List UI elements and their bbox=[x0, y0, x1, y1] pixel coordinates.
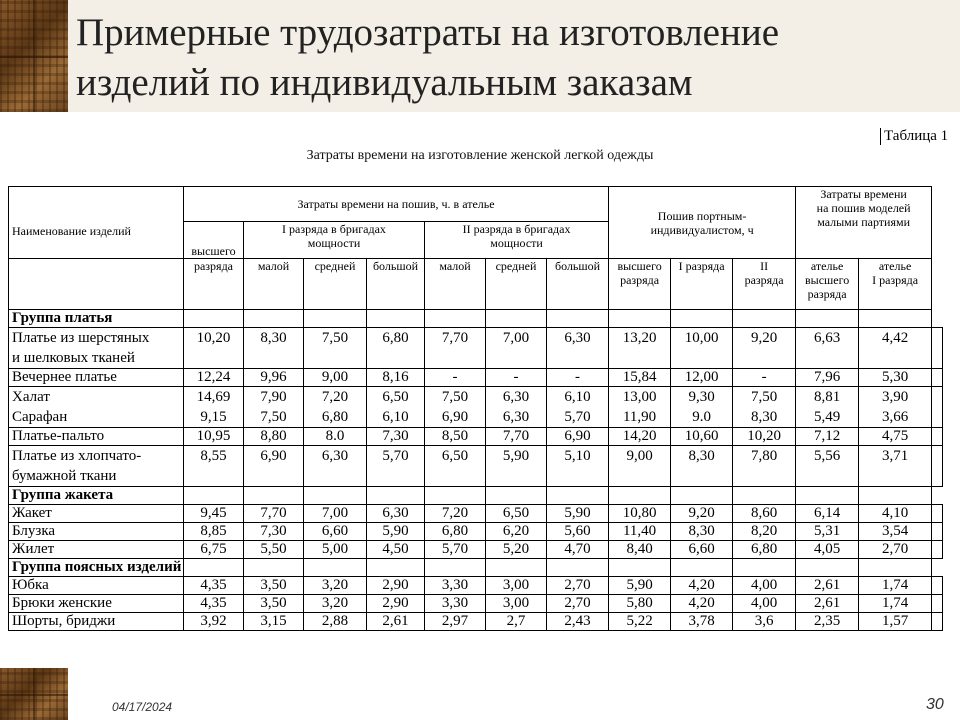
value-cell: 2,61 bbox=[367, 613, 425, 631]
header-tailor-highest: высшего разряда bbox=[609, 259, 671, 310]
value-cell: 7,70 bbox=[425, 328, 486, 369]
table-row bbox=[9, 369, 943, 387]
value-cell: 2,88 bbox=[304, 613, 367, 631]
value-cell: 3,54 bbox=[859, 523, 932, 541]
value-cell: 5,60 bbox=[547, 523, 609, 541]
value-cell: 1,74 bbox=[859, 577, 932, 595]
header-highest-grade: высшего bbox=[184, 222, 244, 259]
empty-cell bbox=[932, 446, 943, 487]
table-row bbox=[9, 446, 943, 487]
value-cell: - bbox=[547, 369, 609, 387]
value-cell: 9,00 bbox=[304, 369, 367, 387]
value-cell: 9,20 bbox=[671, 505, 733, 523]
value-cell: 14,69 9,15 bbox=[184, 387, 244, 428]
value-cell: 6,30 bbox=[367, 505, 425, 523]
value-cell: 6,60 bbox=[671, 541, 733, 559]
value-cell: 7,20 6,80 bbox=[304, 387, 367, 428]
value-cell: 5,30 bbox=[859, 369, 932, 387]
value-cell: 7,70 bbox=[486, 428, 547, 446]
value-cell: 6,63 bbox=[796, 328, 859, 369]
value-cell: 7,80 bbox=[733, 446, 796, 487]
value-cell: 4,00 bbox=[733, 577, 796, 595]
value-cell: 8,50 bbox=[425, 428, 486, 446]
header-tailor-second: II разряда bbox=[733, 259, 796, 310]
value-cell: 6,80 bbox=[425, 523, 486, 541]
value-cell: 4,05 bbox=[796, 541, 859, 559]
wood-texture-decoration-bottom bbox=[0, 668, 68, 720]
empty-cell bbox=[932, 428, 943, 446]
slide-page-number: 30 bbox=[926, 696, 944, 713]
value-cell: 3,92 bbox=[184, 613, 244, 631]
row-name: Вечернее платье bbox=[9, 369, 184, 387]
row-name: Шорты, бриджи bbox=[9, 613, 184, 631]
value-cell: 5,10 bbox=[547, 446, 609, 487]
empty-cell bbox=[932, 369, 943, 387]
value-cell: 5,90 bbox=[367, 523, 425, 541]
value-cell: 10,00 bbox=[671, 328, 733, 369]
value-cell: 5,70 bbox=[425, 541, 486, 559]
value-cell: 2,61 bbox=[796, 577, 859, 595]
value-cell: 5,22 bbox=[609, 613, 671, 631]
value-cell: 6,90 bbox=[547, 428, 609, 446]
value-cell: 2,70 bbox=[547, 595, 609, 613]
value-cell: 9,20 bbox=[733, 328, 796, 369]
value-cell: 5,80 bbox=[609, 595, 671, 613]
value-cell: 7,20 bbox=[425, 505, 486, 523]
value-cell: 4,75 bbox=[859, 428, 932, 446]
value-cell: 6,60 bbox=[304, 523, 367, 541]
value-cell: 8,60 bbox=[733, 505, 796, 523]
value-cell: 6,50 bbox=[425, 446, 486, 487]
wood-texture-decoration bbox=[0, 0, 68, 112]
value-cell: 10,60 bbox=[671, 428, 733, 446]
value-cell: 2,97 bbox=[425, 613, 486, 631]
row-name: Жилет bbox=[9, 541, 184, 559]
empty-cell bbox=[932, 541, 943, 559]
value-cell: 2,70 bbox=[547, 577, 609, 595]
slide-title bbox=[76, 8, 956, 108]
value-cell: 2,7 bbox=[486, 613, 547, 631]
value-cell: 3,50 bbox=[244, 577, 304, 595]
value-cell: 3,00 bbox=[486, 577, 547, 595]
value-cell: 7,12 bbox=[796, 428, 859, 446]
value-cell: 2,70 bbox=[859, 541, 932, 559]
value-cell: 4,35 bbox=[184, 577, 244, 595]
value-cell: 11,40 bbox=[609, 523, 671, 541]
header-medium-1: средней bbox=[304, 259, 367, 310]
table-row bbox=[9, 595, 943, 613]
group-waist: Группа поясных изделий bbox=[9, 559, 184, 577]
table-row bbox=[9, 523, 943, 541]
value-cell: 8,80 bbox=[244, 428, 304, 446]
value-cell: 7,50 8,30 bbox=[733, 387, 796, 428]
value-cell: 8,30 bbox=[671, 523, 733, 541]
value-cell: 7,30 bbox=[367, 428, 425, 446]
value-cell: 5,50 bbox=[244, 541, 304, 559]
table-row bbox=[9, 541, 943, 559]
header-row-1 bbox=[9, 187, 943, 222]
value-cell: 3,6 bbox=[733, 613, 796, 631]
value-cell: 3,30 bbox=[425, 595, 486, 613]
row-name: Брюки женские bbox=[9, 595, 184, 613]
value-cell: 6,90 bbox=[244, 446, 304, 487]
row-name: Блузка bbox=[9, 523, 184, 541]
value-cell: 4,35 bbox=[184, 595, 244, 613]
value-cell: 4,50 bbox=[367, 541, 425, 559]
table-row bbox=[9, 577, 943, 595]
value-cell: 7,00 bbox=[486, 328, 547, 369]
header-large-1: большой bbox=[367, 259, 425, 310]
value-cell: 7,00 bbox=[304, 505, 367, 523]
value-cell: 6,80 bbox=[367, 328, 425, 369]
value-cell: 9,30 9.0 bbox=[671, 387, 733, 428]
value-cell: 8.0 bbox=[304, 428, 367, 446]
value-cell: 10,20 bbox=[184, 328, 244, 369]
value-cell: 6,30 bbox=[304, 446, 367, 487]
header-tailor-group: Пошив портным- индивидуалистом, ч bbox=[609, 187, 796, 259]
value-cell: 10,95 bbox=[184, 428, 244, 446]
header-tailor-first: I разряда bbox=[671, 259, 733, 310]
header-small-1: малой bbox=[244, 259, 304, 310]
value-cell: 3,20 bbox=[304, 577, 367, 595]
value-cell: 5,00 bbox=[304, 541, 367, 559]
empty-cell bbox=[932, 328, 943, 369]
header-small-2: малой bbox=[425, 259, 486, 310]
value-cell: - bbox=[733, 369, 796, 387]
header-medium-2: средней bbox=[486, 259, 547, 310]
value-cell: 2,90 bbox=[367, 595, 425, 613]
slide-date: 04/17/2024 bbox=[112, 700, 173, 714]
value-cell: 4,00 bbox=[733, 595, 796, 613]
value-cell: 7,30 bbox=[244, 523, 304, 541]
empty-cell bbox=[932, 613, 943, 631]
header-highest-grade-cont: разряда bbox=[184, 259, 244, 310]
header-empty bbox=[9, 259, 184, 310]
value-cell: 3,15 bbox=[244, 613, 304, 631]
value-cell: 7,50 bbox=[304, 328, 367, 369]
slide-title-line2: изделий по индивидуальным заказам bbox=[76, 61, 693, 104]
value-cell: 10,80 bbox=[609, 505, 671, 523]
header-small-first: ателье I разряда bbox=[859, 259, 932, 310]
value-cell: 5,20 bbox=[486, 541, 547, 559]
value-cell: 6,30 bbox=[547, 328, 609, 369]
value-cell: 5,90 bbox=[547, 505, 609, 523]
header-atelier-group: Затраты времени на пошив, ч. в ателье bbox=[184, 187, 609, 222]
table-caption: Затраты времени на изготовление женской легкой одежды bbox=[306, 148, 654, 163]
value-cell: 5,90 bbox=[609, 577, 671, 595]
value-cell: 7,70 bbox=[244, 505, 304, 523]
value-cell: 6,50 6,10 bbox=[367, 387, 425, 428]
value-cell: 7,50 6,90 bbox=[425, 387, 486, 428]
value-cell: - bbox=[486, 369, 547, 387]
value-cell: 6,20 bbox=[486, 523, 547, 541]
value-cell: 8,55 bbox=[184, 446, 244, 487]
value-cell: 9,96 bbox=[244, 369, 304, 387]
empty-cell bbox=[932, 523, 943, 541]
value-cell: 6,10 5,70 bbox=[547, 387, 609, 428]
value-cell: 5,31 bbox=[796, 523, 859, 541]
value-cell: 3,20 bbox=[304, 595, 367, 613]
value-cell: 6,50 bbox=[486, 505, 547, 523]
empty-cell bbox=[932, 595, 943, 613]
header-small-batch-group: Затраты времени на пошив моделей малыми партиями bbox=[796, 187, 932, 259]
table-row bbox=[9, 505, 943, 523]
value-cell: 3,90 3,66 bbox=[859, 387, 932, 428]
row-name: Платье из хлопчато- бумажной ткани bbox=[9, 446, 184, 487]
value-cell: 8,20 bbox=[733, 523, 796, 541]
value-cell: 3,50 bbox=[244, 595, 304, 613]
value-cell: 8,30 bbox=[671, 446, 733, 487]
value-cell: 4,70 bbox=[547, 541, 609, 559]
row-name: Платье из шерстяных и шелковых тканей bbox=[9, 328, 184, 369]
value-cell: 3,71 bbox=[859, 446, 932, 487]
value-cell: 6,80 bbox=[733, 541, 796, 559]
header-brigade-first: I разряда в бригадах мощности bbox=[244, 222, 425, 259]
row-name: Юбка bbox=[9, 577, 184, 595]
value-cell: 8,16 bbox=[367, 369, 425, 387]
value-cell: 8,81 5,49 bbox=[796, 387, 859, 428]
slide-title-line1: Примерные трудозатраты на изготовление bbox=[76, 11, 780, 54]
value-cell: 1,74 bbox=[859, 595, 932, 613]
header-row-3 bbox=[9, 259, 943, 310]
header-brigade-second: II разряда в бригадах мощности bbox=[425, 222, 609, 259]
value-cell: 12,00 bbox=[671, 369, 733, 387]
value-cell: 8,85 bbox=[184, 523, 244, 541]
value-cell: - bbox=[425, 369, 486, 387]
row-name: Халат Сарафан bbox=[9, 387, 184, 428]
group-row bbox=[9, 559, 943, 577]
value-cell: 6,30 6,30 bbox=[486, 387, 547, 428]
value-cell: 1,57 bbox=[859, 613, 932, 631]
value-cell: 3,00 bbox=[486, 595, 547, 613]
empty-cell bbox=[932, 577, 943, 595]
table-row bbox=[9, 613, 943, 631]
table-number-label: Таблица 1 bbox=[880, 128, 948, 145]
value-cell: 9,45 bbox=[184, 505, 244, 523]
table-row bbox=[9, 428, 943, 446]
header-small-highest: ателье высшего разряда bbox=[796, 259, 859, 310]
row-name: Платье-пальто bbox=[9, 428, 184, 446]
value-cell: 2,61 bbox=[796, 595, 859, 613]
value-cell: 9,00 bbox=[609, 446, 671, 487]
value-cell: 6,14 bbox=[796, 505, 859, 523]
value-cell: 8,30 bbox=[244, 328, 304, 369]
value-cell: 3,78 bbox=[671, 613, 733, 631]
value-cell: 7,96 bbox=[796, 369, 859, 387]
value-cell: 13,00 11,90 bbox=[609, 387, 671, 428]
value-cell: 2,43 bbox=[547, 613, 609, 631]
value-cell: 4,20 bbox=[671, 577, 733, 595]
value-cell: 10,20 bbox=[733, 428, 796, 446]
table-row bbox=[9, 387, 943, 428]
table-row bbox=[9, 328, 943, 369]
value-cell: 4,10 bbox=[859, 505, 932, 523]
value-cell: 5,90 bbox=[486, 446, 547, 487]
value-cell: 2,90 bbox=[367, 577, 425, 595]
empty-cell bbox=[932, 505, 943, 523]
value-cell: 12,24 bbox=[184, 369, 244, 387]
group-jackets: Группа жакета bbox=[9, 487, 184, 505]
value-cell: 5,56 bbox=[796, 446, 859, 487]
value-cell: 13,20 bbox=[609, 328, 671, 369]
value-cell: 14,20 bbox=[609, 428, 671, 446]
value-cell: 7,90 7,50 bbox=[244, 387, 304, 428]
value-cell: 3,30 bbox=[425, 577, 486, 595]
value-cell: 4,42 bbox=[859, 328, 932, 369]
value-cell: 2,35 bbox=[796, 613, 859, 631]
header-name-col: Наименование изделий bbox=[9, 187, 184, 259]
empty-cell bbox=[932, 387, 943, 428]
value-cell: 4,20 bbox=[671, 595, 733, 613]
value-cell: 15,84 bbox=[609, 369, 671, 387]
value-cell: 5,70 bbox=[367, 446, 425, 487]
row-name: Жакет bbox=[9, 505, 184, 523]
value-cell: 6,75 bbox=[184, 541, 244, 559]
labor-cost-table bbox=[8, 186, 943, 631]
group-row bbox=[9, 310, 943, 328]
header-large-2: большой bbox=[547, 259, 609, 310]
value-cell: 8,40 bbox=[609, 541, 671, 559]
group-row bbox=[9, 487, 943, 505]
group-dresses: Группа платья bbox=[9, 310, 184, 328]
